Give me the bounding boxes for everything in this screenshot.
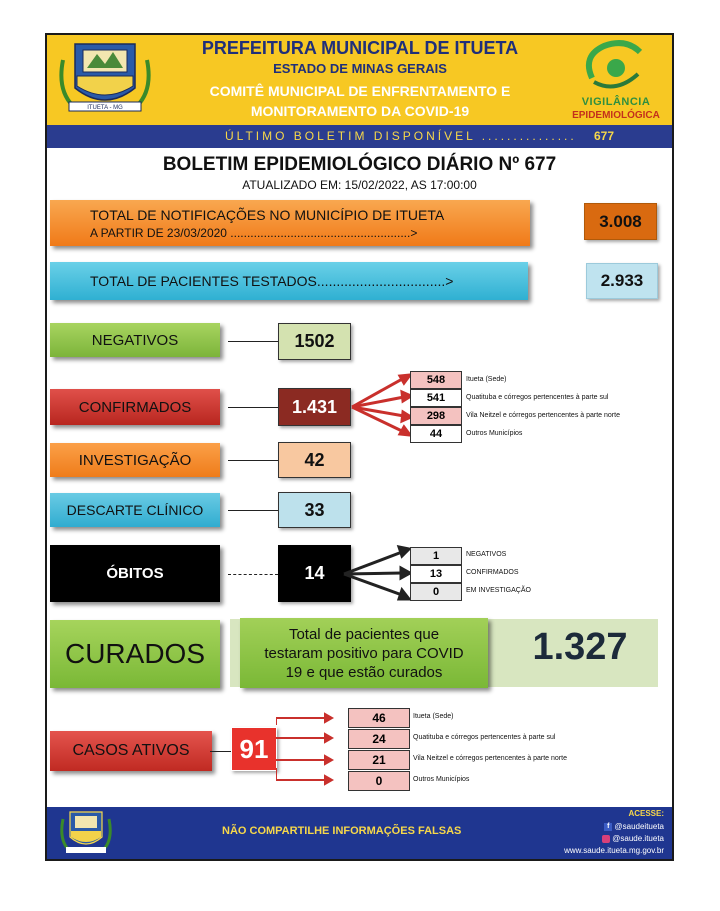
- cured-value: 1.327: [532, 626, 628, 668]
- confirmed-sede-label: Itueta (Sede): [466, 376, 507, 383]
- tested-panel: TOTAL DE PACIENTES TESTADOS.................................>: [50, 262, 528, 300]
- facebook-icon: f: [604, 823, 612, 831]
- deaths-negative-label: NEGATIVOS: [466, 551, 507, 558]
- confirmed-outros-value: 44: [410, 425, 462, 443]
- deaths-negative-value: 1: [410, 547, 462, 565]
- cured-label: CURADOS: [50, 620, 220, 688]
- confirmed-arrows-icon: [350, 370, 414, 440]
- investigation-label: INVESTIGAÇÃO: [50, 443, 220, 477]
- vigilancia-logo-icon: [578, 38, 648, 94]
- deaths-confirmed-value: 13: [410, 565, 462, 583]
- active-outros-label: Outros Municípios: [413, 776, 470, 783]
- notifications-label: TOTAL DE NOTIFICAÇÕES NO MUNICÍPIO DE ITUETA: [90, 206, 445, 223]
- active-connector: [210, 751, 232, 752]
- active-cases-value: 91: [231, 727, 277, 771]
- cured-desc-line2: testaram positivo para COVID: [264, 644, 464, 662]
- vigilancia-text-2: EPIDEMIOLÓGICA: [572, 110, 660, 121]
- deaths-investigation-label: EM INVESTIGAÇÃO: [466, 587, 531, 594]
- investigation-connector: [228, 460, 278, 461]
- footer-access: ACESSE:: [628, 809, 664, 818]
- strip-label: ÚLTIMO BOLETIM DISPONÍVEL ...............: [225, 129, 577, 143]
- discard-connector: [228, 510, 278, 511]
- tested-value: 2.933: [586, 263, 658, 299]
- confirmed-sede-value: 548: [410, 371, 462, 389]
- footer-warning: NÃO COMPARTILHE INFORMAÇÕES FALSAS: [222, 825, 462, 837]
- deaths-label: ÓBITOS: [50, 545, 220, 602]
- active-sul-label: Quatituba e córregos pertencentes à parte sul: [413, 734, 556, 741]
- notifications-value: 3.008: [584, 203, 657, 240]
- deaths-arrows-icon: [340, 542, 412, 606]
- bulletin-title: BOLETIM EPIDEMIOLÓGICO DIÁRIO Nº 677: [162, 154, 557, 175]
- confirmed-outros-label: Outros Municípios: [466, 430, 523, 437]
- footer-instagram-row[interactable]: [540, 834, 664, 843]
- municipal-crest-icon: [55, 40, 155, 122]
- instagram-icon: [602, 835, 610, 843]
- deaths-connector: [228, 574, 278, 575]
- confirmed-connector: [228, 407, 278, 408]
- confirmed-norte-value: 298: [410, 407, 462, 425]
- strip-value: 677: [594, 129, 615, 143]
- vigilancia-text-1: VIGILÂNCIA: [581, 96, 651, 108]
- active-arrows-icon: [276, 710, 338, 790]
- active-sede-value: 46: [348, 708, 410, 728]
- cured-desc-line1: Total de pacientes que: [288, 625, 440, 643]
- clinical-discard-label: DESCARTE CLÍNICO: [50, 493, 220, 527]
- active-sede-label: Itueta (Sede): [413, 713, 454, 720]
- header-state: ESTADO DE MINAS GERAIS: [273, 61, 447, 76]
- confirmed-value: 1.431: [278, 388, 351, 426]
- active-sul-value: 24: [348, 729, 410, 749]
- confirmed-norte-label: Vila Neitzel e córregos pertencentes à parte norte: [466, 412, 620, 419]
- deaths-value: 14: [278, 545, 351, 602]
- confirmed-sul-label: Quatituba e córregos pertencentes à parte sul: [466, 394, 609, 401]
- header-committee-2: MONITORAMENTO DA COVID-19: [250, 103, 470, 119]
- confirmed-label: CONFIRMADOS: [50, 389, 220, 425]
- notifications-panel: [50, 200, 530, 246]
- negatives-connector: [228, 341, 278, 342]
- active-norte-label: Vila Neitzel e córregos pertencentes à parte norte: [413, 755, 567, 762]
- cured-desc-line3: 19 e que estão curados: [285, 663, 443, 681]
- header-city-title: PREFEITURA MUNICIPAL DE ITUETA: [201, 38, 519, 58]
- footer-facebook: @saudeitueta: [614, 822, 664, 831]
- deaths-confirmed-label: CONFIRMADOS: [466, 569, 519, 576]
- cured-description: [240, 618, 488, 688]
- active-norte-value: 21: [348, 750, 410, 770]
- notifications-since: A PARTIR DE 23/03/2020 ......................................................>: [90, 225, 418, 240]
- footer-website[interactable]: www.saude.itueta.mg.gov.br: [564, 846, 664, 855]
- footer-facebook-row[interactable]: [540, 822, 664, 831]
- bulletin-updated: ATUALIZADO EM: 15/02/2022, AS 17:00:00: [242, 178, 477, 192]
- footer-instagram: @saude.itueta: [612, 834, 664, 843]
- crest-text: ITUETA - MG: [87, 105, 123, 111]
- active-outros-value: 0: [348, 771, 410, 791]
- clinical-discard-value: 33: [278, 492, 351, 528]
- active-cases-label: CASOS ATIVOS: [50, 731, 212, 771]
- deaths-investigation-value: 0: [410, 583, 462, 601]
- negatives-value: 1502: [278, 323, 351, 360]
- negatives-label: NEGATIVOS: [50, 323, 220, 357]
- header-committee-1: COMITÊ MUNICIPAL DE ENFRENTAMENTO E: [209, 83, 511, 99]
- confirmed-sul-value: 541: [410, 389, 462, 407]
- investigation-value: 42: [278, 442, 351, 478]
- footer-crest-icon: [58, 809, 114, 857]
